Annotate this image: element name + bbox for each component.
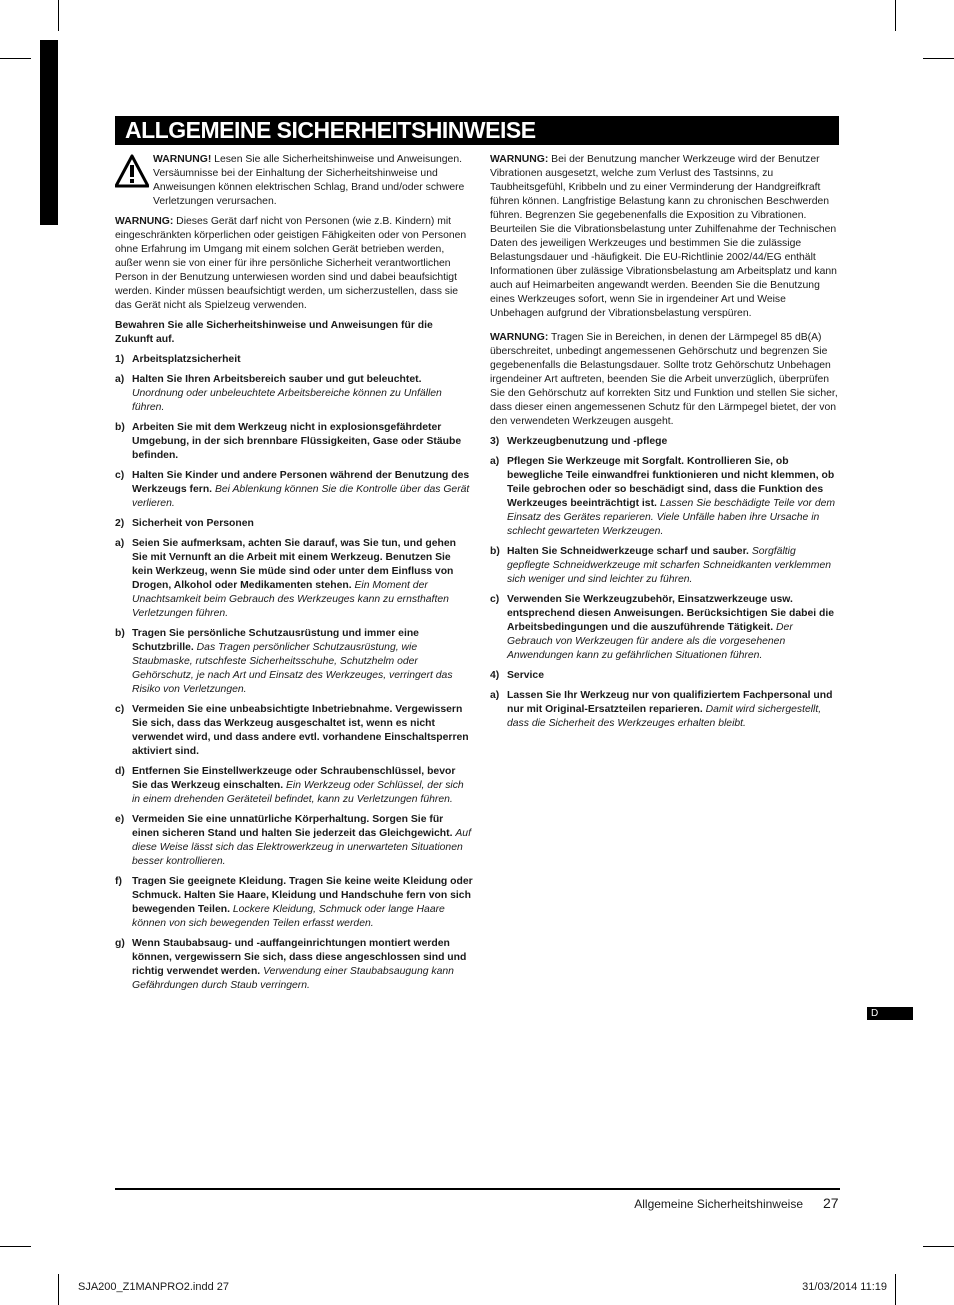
item-body bbox=[132, 937, 473, 993]
list-item bbox=[115, 421, 473, 463]
keep-instructions bbox=[115, 319, 473, 347]
item-body bbox=[507, 593, 840, 663]
item-label: a) bbox=[115, 538, 125, 549]
crop-mark bbox=[895, 0, 896, 31]
item-body bbox=[507, 545, 840, 587]
list-item bbox=[490, 689, 840, 731]
item-instruction: Wenn Staubabsaug- und -auffangeinrichtungen montiert werden können, vergewissern Sie sich, dass diese angeschlossen sind und richtig verwendet werden. bbox=[132, 938, 467, 977]
section-title: Sicherheit von Personen bbox=[132, 518, 254, 529]
item-explanation: Bei Ablenkung können Sie die Kontrolle über das Gerät verlieren. bbox=[132, 484, 470, 509]
section-number: 4) bbox=[490, 670, 500, 681]
warning-triangle-icon bbox=[115, 154, 149, 188]
item-instruction: Entfernen Sie Einstellwerkzeuge oder Schraubenschlüssel, bevor Sie das Werkzeug einschalten. bbox=[132, 766, 456, 791]
item-label: a) bbox=[490, 690, 500, 701]
slug-filename: SJA200_Z1MANPRO2.indd 27 bbox=[78, 1281, 230, 1293]
item-explanation: Lassen Sie beschädigte Teile vor dem Einsatz des Gerätes reparieren. Viele Unfälle haben ihre Ursache in schlecht gewarteten Werkzeugen. bbox=[507, 498, 836, 537]
section-number: 2) bbox=[115, 518, 125, 529]
item-explanation: Sorgfältig gepflegte Schneidwerkzeuge mit scharfen Schneidkanten verklemmen sich weniger und sind leichter zu führen. bbox=[507, 546, 832, 585]
warning-paragraph bbox=[490, 331, 840, 429]
item-body bbox=[132, 469, 473, 511]
list-item bbox=[115, 765, 473, 807]
item-instruction: Vermeiden Sie eine unbeabsichtigte Inbetriebnahme. Vergewissern Sie sich, dass das Werkzeug ausgeschaltet ist, wenn es nicht verwendet wird, und dass andere evtl. vorhandene Einschaltsperren aktiviert sind. bbox=[132, 704, 469, 757]
item-instruction: Seien Sie aufmerksam, achten Sie darauf, was Sie tun, und gehen Sie mit Vernunft an die Arbeit mit einem Werkzeug. Benutzen Sie kein Werkzeug, wenn Sie müde sind oder unter dem Einfluss von Drogen, Alkohol oder Medikamenten stehen. bbox=[132, 538, 456, 591]
warning-text: Bei der Benutzung mancher Werkzeuge wird der Benutzer Vibrationen ausgesetzt, welche zum Verlust des Tastsinns, zu Taubheitsgefühl, Kribbeln und zu einer Verminderung der Handgreifkraft führen können. Langfristige Belastung kann zu chronischen Beschwerden führen. Begrenzen Sie gegebenenfalls die Exposition zu Vibrationen. Beurteilen Sie die Vibrationsbelastung unter Zuhilfenahme der Technischen Daten des jeweiligen Werkzeuges und bestimmen Sie die zulässige Belastungsdauer und -häufigkeit. Die EU-Richtlinie 2002/44/EG enthält Informationen über zulässige Vibrationsbelastung am Arbeitsplatz und kann auch auf Heimarbeiten angewandt werden. Beenden Sie die Benutzung eines Werkzeuges sofort, wenn Sie in irgendeiner Art und Weise Unbehagen aufgrund der Vibrationsbelastung verspüren. bbox=[490, 154, 837, 319]
crop-mark bbox=[58, 0, 59, 31]
footer-section-title: Allgemeine Sicherheitshinweise bbox=[634, 1197, 803, 1211]
list-item bbox=[115, 537, 473, 621]
item-body bbox=[132, 813, 473, 869]
item-label: g) bbox=[115, 938, 125, 949]
section-heading bbox=[115, 353, 473, 367]
list-item bbox=[115, 813, 473, 869]
section-number: 3) bbox=[490, 436, 500, 447]
warning-paragraph bbox=[115, 215, 473, 313]
item-label: f) bbox=[115, 876, 122, 887]
slug-date: 31/03/2014 11:19 bbox=[802, 1281, 887, 1293]
list-item bbox=[115, 875, 473, 931]
item-explanation: Lockere Kleidung, Schmuck oder lange Haare können von sich bewegenden Teilen erfasst werden. bbox=[132, 904, 445, 929]
item-body bbox=[507, 689, 840, 731]
item-explanation: Ein Werkzeug oder Schlüssel, der sich in einem drehenden Geräteteil befindet, kann zu Verletzungen führen. bbox=[132, 780, 464, 805]
list-item bbox=[115, 937, 473, 993]
page-title: ALLGEMEINE SICHERHEITSHINWEISE bbox=[115, 116, 839, 145]
section-1-list bbox=[115, 373, 473, 511]
warning-text: Tragen Sie in Bereichen, in denen der Lärmpegel 85 dB(A) überschreitet, unbedingt angemessenen Gehörschutz und begrenzen Sie gegebenenfalls die Belastungsdauer. Sollte trotz Gehörschutz Unbehagen irgendeiner Art auftreten, beenden Sie die Arbeit unverzüglich, überprüfen Sie den Gehörschutz auf korrekten Sitz und Funktion und stellen Sie sicher, dass dieser einen angemessenen Schutz für den Lärmpegel bietet, der von den verwendeten Werkzeugen ausgeht. bbox=[490, 332, 838, 427]
list-item bbox=[490, 545, 840, 587]
list-item bbox=[115, 373, 473, 415]
warning-text: Dieses Gerät darf nicht von Personen (wie z.B. Kindern) mit eingeschränkten körperlichen oder geistigen Fähigkeiten oder von Personen ohne Erfahrung im Umgang mit einem solchen Gerät betrieben werden, außer wenn sie von einer für ihre persönliche Sicherheit verantwortlichen Person in der Benutzung unterwiesen worden sind und dabei beaufsichtigt werden. Kinder müssen beaufsichtigt werden, um sicherzustellen, dass sie das Gerät nicht als Spielzeug verwenden. bbox=[115, 216, 467, 311]
section-number: 1) bbox=[115, 354, 125, 365]
list-item bbox=[115, 703, 473, 759]
left-column bbox=[115, 153, 473, 999]
chapter-tab-bar bbox=[40, 40, 58, 225]
list-item bbox=[490, 593, 840, 663]
language-badge: D bbox=[867, 1007, 913, 1020]
crop-mark bbox=[923, 58, 954, 59]
item-instruction: Tragen Sie persönliche Schutzausrüstung und immer eine Schutzbrille. bbox=[132, 628, 419, 653]
item-instruction: Halten Sie Kinder und andere Personen während der Benutzung des Werkzeugs fern. bbox=[132, 470, 470, 495]
item-label: c) bbox=[490, 594, 500, 605]
item-body bbox=[507, 455, 840, 539]
right-column bbox=[490, 153, 840, 737]
item-label: b) bbox=[115, 628, 125, 639]
item-explanation: Ein Moment der Unachtsamkeit beim Gebrauch des Werkzeuges kann zu ernsthaften Verletzungen führen. bbox=[132, 580, 449, 619]
section-heading bbox=[490, 669, 840, 683]
item-explanation: Damit wird sichergestellt, dass die Sicherheit des Werkzeuges erhalten bleibt. bbox=[507, 704, 822, 729]
item-instruction: Arbeiten Sie mit dem Werkzeug nicht in explosionsgefährdeter Umgebung, in der sich brennbare Flüssigkeiten, Gase oder Stäube befinden. bbox=[132, 422, 462, 461]
warning-text: Lesen Sie alle Sicherheitshinweise und Anweisungen. Versäumnisse bei der Einhaltung der Sicherheitshinweise und Anweisungen können elektrischen Schlag, Brand und/oder schwere Verletzungen verursachen. bbox=[153, 154, 465, 207]
item-label: d) bbox=[115, 766, 125, 777]
warning-lead: WARNUNG: bbox=[115, 216, 174, 227]
warning-block bbox=[115, 153, 473, 209]
item-body bbox=[132, 373, 473, 415]
footer-rule bbox=[115, 1188, 840, 1190]
section-title: Werkzeugbenutzung und -pflege bbox=[507, 436, 668, 447]
list-item bbox=[115, 469, 473, 511]
item-label: a) bbox=[115, 374, 125, 385]
crop-mark bbox=[895, 1274, 896, 1305]
warning-lead: WARNUNG! bbox=[153, 154, 212, 165]
item-label: b) bbox=[115, 422, 125, 433]
item-instruction: Vermeiden Sie eine unnatürliche Körperhaltung. Sorgen Sie für einen sicheren Stand und halten Sie jederzeit das Gleichgewicht. bbox=[132, 814, 453, 839]
section-title: Arbeitsplatzsicherheit bbox=[132, 354, 241, 365]
item-instruction: Halten Sie Ihren Arbeitsbereich sauber und gut beleuchtet. bbox=[132, 374, 422, 385]
item-label: b) bbox=[490, 546, 500, 557]
item-instruction: Lassen Sie Ihr Werkzeug nur von qualifiziertem Fachpersonal und nur mit Original-Ersatzteilen reparieren. bbox=[507, 690, 833, 715]
item-label: e) bbox=[115, 814, 125, 825]
section-3-list bbox=[490, 455, 840, 663]
section-4-list bbox=[490, 689, 840, 731]
item-explanation: Auf diese Weise lässt sich das Elektrowerkzeug in unerwarteten Situationen besser kontrollieren. bbox=[132, 828, 471, 867]
section-heading bbox=[115, 517, 473, 531]
item-body bbox=[132, 421, 473, 463]
item-body bbox=[132, 875, 473, 931]
item-explanation: Unordnung oder unbeleuchtete Arbeitsbereiche können zu Unfällen führen. bbox=[132, 388, 442, 413]
warning-lead: WARNUNG: bbox=[490, 332, 549, 343]
item-body bbox=[132, 765, 473, 807]
item-instruction: Tragen Sie geeignete Kleidung. Tragen Sie keine weite Kleidung oder Schmuck. Halten Sie Haare, Kleidung und Handschuhe fern von sich bewegenden Teilen. bbox=[132, 876, 473, 915]
section-title: Service bbox=[507, 670, 544, 681]
item-explanation: Das Tragen persönlicher Schutzausrüstung, wie Staubmaske, rutschfeste Sicherheitsschuhe, Schutzhelm oder Gehörschutz, je nach Art und Einsatz des Werkzeuges, verringert das Risiko von Verletzungen. bbox=[132, 642, 453, 695]
crop-mark bbox=[923, 1246, 954, 1247]
keep-instructions-text: Bewahren Sie alle Sicherheitshinweise und Anweisungen für die Zukunft auf. bbox=[115, 320, 433, 345]
list-item bbox=[490, 455, 840, 539]
item-explanation: Verwendung einer Staubabsaugung kann Gefährdungen durch Staub verringern. bbox=[132, 966, 454, 991]
item-instruction: Verwenden Sie Werkzeugzubehör, Einsatzwerkzeuge usw. entsprechend diesen Anweisungen. Berücksichtigen Sie dabei die Arbeitsbedingungen und die auszuführende Tätigkeit. bbox=[507, 594, 835, 633]
item-body bbox=[132, 703, 473, 759]
list-item bbox=[115, 627, 473, 697]
warning-lead: WARNUNG: bbox=[490, 154, 549, 165]
page-number: 27 bbox=[823, 1195, 839, 1211]
item-explanation: Der Gebrauch von Werkzeugen für andere als die vorgesehenen Anwendungen kann zu gefährlichen Situationen führen. bbox=[507, 622, 793, 661]
item-label: c) bbox=[115, 470, 125, 481]
warning-paragraph bbox=[490, 153, 840, 321]
item-body bbox=[132, 537, 473, 621]
crop-mark bbox=[0, 58, 31, 59]
item-instruction: Halten Sie Schneidwerkzeuge scharf und sauber. bbox=[507, 546, 749, 557]
item-label: a) bbox=[490, 456, 500, 467]
crop-mark bbox=[0, 1246, 31, 1247]
section-heading bbox=[490, 435, 840, 449]
section-2-list bbox=[115, 537, 473, 993]
crop-mark bbox=[58, 1274, 59, 1305]
item-instruction: Pflegen Sie Werkzeuge mit Sorgfalt. Kontrollieren Sie, ob bewegliche Teile einwandfrei funktionieren und nicht klemmen, ob Teile gebrochen oder so beschädigt sind, dass die Funktion des Werkzeuges beeinträchtigt ist. bbox=[507, 456, 835, 509]
item-label: c) bbox=[115, 704, 125, 715]
item-body bbox=[132, 627, 473, 697]
